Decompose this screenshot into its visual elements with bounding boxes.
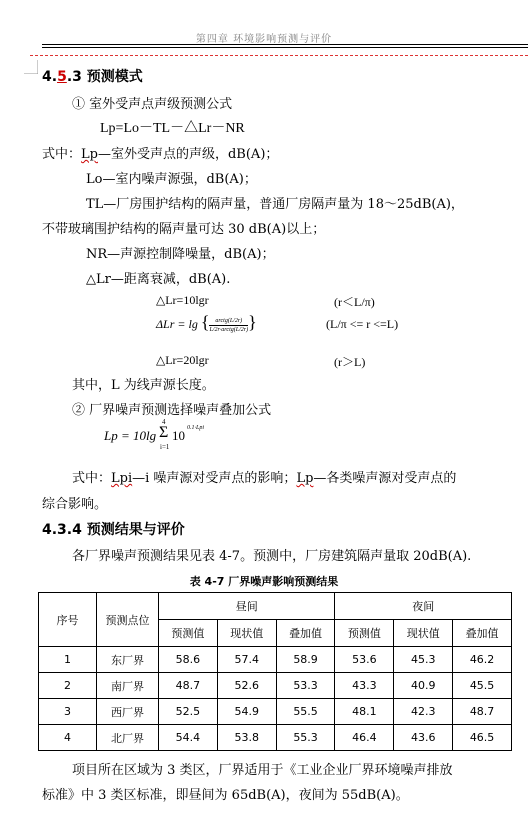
- where-lp: [42, 143, 278, 162]
- var-lpi-desc: —i 噪声源对受声点的影响；: [132, 471, 297, 486]
- sum-exponent: 0.1·Lpi: [187, 425, 205, 431]
- night-group-header: 夜间: [335, 593, 512, 620]
- item1-title: ① 室外受声点声级预测公式: [72, 97, 233, 112]
- cell-night-sum: 45.5: [453, 673, 512, 699]
- where-tl-1: TL—厂房围护结构的隔声量，普通厂房隔声量为 18～25dB(A)，: [86, 197, 464, 212]
- closing-line-2: 标准》中 3 类区标准，即昼间为 65dB(A)，夜间为 55dB(A)。: [42, 788, 409, 803]
- formula-lp: Lp=Lo－TL－△Lr－NR: [100, 121, 245, 136]
- revision-mark-line: [30, 55, 528, 56]
- table-caption: 表 4-7 厂界噪声影响预测结果: [189, 575, 339, 588]
- cell-night-pred: 53.6: [335, 647, 394, 673]
- cell-night-pred: 46.4: [335, 725, 394, 751]
- table-row: [39, 673, 512, 699]
- sigma-icon: Σ: [159, 424, 169, 441]
- cell-no: 3: [39, 699, 97, 725]
- case3-condition: (r＞L): [334, 355, 366, 369]
- var-lp2-desc: —各类噪声源对受声点的: [313, 471, 457, 486]
- where-dlr: △Lr—距离衰减，dB(A).: [86, 272, 231, 287]
- case3-formula: △Lr=20lgr: [156, 353, 209, 367]
- heading-prefix: 4.: [42, 69, 58, 85]
- day-status-header: 现状值: [217, 620, 276, 647]
- table-row: [39, 699, 512, 725]
- heading-rest: .3 预测模式: [66, 69, 143, 85]
- cell-day-pred: 54.4: [159, 725, 218, 751]
- where-lo: Lo—室内噪声源强，dB(A)；: [86, 172, 257, 187]
- where-nr: NR—声源控制降噪量，dB(A)；: [86, 247, 275, 262]
- night-sum-header: 叠加值: [453, 620, 512, 647]
- sum-base: 10: [172, 428, 185, 443]
- where2-label: 式中：: [72, 471, 112, 486]
- night-pred-header: 预测值: [335, 620, 394, 647]
- closing-line-1: 项目所在区域为 3 类区，厂界适用于《工业企业厂界环境噪声排放: [72, 763, 453, 778]
- note-line-source: 其中，L 为线声源长度。: [72, 378, 215, 393]
- noise-result-table: [38, 592, 512, 751]
- cell-day-status: 57.4: [217, 647, 276, 673]
- cell-night-sum: 46.5: [453, 725, 512, 751]
- cell-day-sum: 55.5: [276, 699, 335, 725]
- case2-condition: (L/π <= r <=L): [326, 317, 399, 331]
- case2-numerator: arctg(L/2r): [209, 317, 248, 326]
- cell-day-sum: 55.3: [276, 725, 335, 751]
- cell-night-status: 45.3: [394, 647, 453, 673]
- case1-condition: (r＜L/π): [334, 295, 375, 309]
- where-label: 式中：: [42, 147, 82, 162]
- cell-no: 1: [39, 647, 97, 673]
- cell-day-status: 54.9: [217, 699, 276, 725]
- cell-day-status: 52.6: [217, 673, 276, 699]
- day-sum-header: 叠加值: [276, 620, 335, 647]
- sum-lhs: Lp = 10lg: [104, 428, 157, 443]
- var-lp-desc: —室外受声点的声级，dB(A)；: [97, 147, 279, 162]
- cell-point: 南厂界: [97, 673, 159, 699]
- case2-fraction: [209, 317, 248, 334]
- cell-day-pred: 58.6: [159, 647, 218, 673]
- cell-day-status: 53.8: [217, 725, 276, 751]
- header-rule-2: [42, 47, 528, 48]
- cell-day-pred: 52.5: [159, 699, 218, 725]
- var-lp: Lp: [81, 147, 98, 162]
- item2-title: ② 厂界噪声预测选择噪声叠加公式: [72, 403, 272, 418]
- cell-day-sum: 58.9: [276, 647, 335, 673]
- header-rule: [42, 44, 528, 45]
- cell-night-status: 40.9: [394, 673, 453, 699]
- crop-mark-icon: [24, 60, 38, 74]
- var-lpi: Lpi: [111, 471, 133, 486]
- cell-no: 4: [39, 725, 97, 751]
- cell-point: 北厂界: [97, 725, 159, 751]
- cell-night-sum: 46.2: [453, 647, 512, 673]
- where-tl-2: 不带玻璃围护结构的隔声量可达 30 dB(A)以上；: [42, 222, 326, 237]
- where-lp-cont: 综合影响。: [42, 497, 108, 512]
- sum-upper: 4: [162, 418, 166, 426]
- cell-point: 西厂界: [97, 699, 159, 725]
- col-point-header: 预测点位: [97, 593, 159, 647]
- day-pred-header: 预测值: [159, 620, 218, 647]
- day-group-header: 昼间: [159, 593, 335, 620]
- case2-denominator: L/2r·arctg(L/2r): [209, 326, 249, 333]
- where-lpi: [72, 467, 456, 486]
- table-row: [39, 725, 512, 751]
- cell-day-pred: 48.7: [159, 673, 218, 699]
- night-status-header: 现状值: [394, 620, 453, 647]
- section2-paragraph: 各厂界噪声预测结果见表 4-7。预测中，厂房建筑隔声量取 20dB(A).: [72, 549, 472, 564]
- running-header: 第四章 环境影响预测与评价: [195, 34, 333, 45]
- cell-night-pred: 48.1: [335, 699, 394, 725]
- section-heading: [42, 66, 143, 86]
- cell-day-sum: 53.3: [276, 673, 335, 699]
- cell-night-sum: 48.7: [453, 699, 512, 725]
- cell-night-status: 43.6: [394, 725, 453, 751]
- var-lp2: Lp: [296, 471, 314, 486]
- case2-formula: ΔLr = lg { $\frac{\text{arctg(L/2r)}}{\text{L/2r·arctg(L/2r)}}$ }: [156, 312, 257, 333]
- cell-point: 东厂界: [97, 647, 159, 673]
- case2-lhs: ΔLr = lg: [156, 317, 198, 331]
- cell-no: 2: [39, 673, 97, 699]
- table-row: [39, 647, 512, 673]
- section2-heading: 4.3.4 预测结果与评价: [42, 522, 185, 538]
- sum-lower: i=1: [160, 443, 170, 451]
- case1-formula: △Lr=10lgr: [156, 293, 209, 307]
- col-index-header: 序号: [39, 593, 97, 647]
- heading-revised-digit: 5: [57, 69, 67, 85]
- cell-night-status: 42.3: [394, 699, 453, 725]
- cell-night-pred: 43.3: [335, 673, 394, 699]
